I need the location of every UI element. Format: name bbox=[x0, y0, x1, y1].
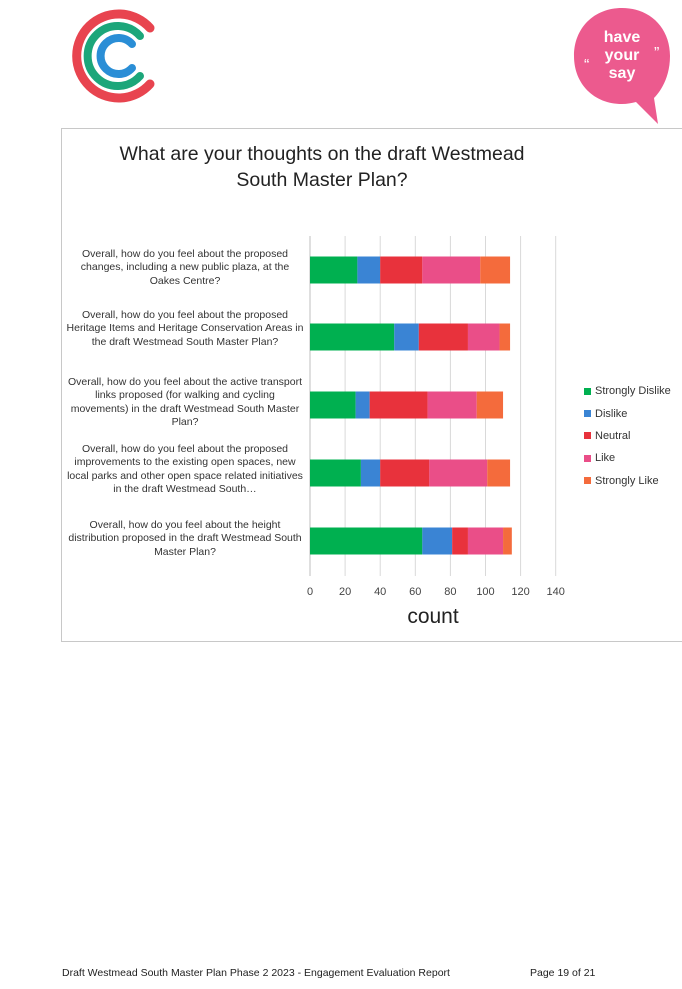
bar-segment bbox=[394, 324, 419, 351]
legend-label: Strongly Like bbox=[595, 474, 659, 487]
legend-label: Like bbox=[595, 452, 616, 465]
legend-swatch bbox=[584, 477, 591, 484]
bar-segment bbox=[380, 460, 429, 487]
x-tick-label: 120 bbox=[511, 586, 530, 598]
legend-swatch bbox=[584, 455, 591, 462]
bar-segment bbox=[357, 257, 380, 284]
bar-segment bbox=[419, 324, 468, 351]
bar-segment bbox=[428, 392, 477, 419]
footer-report-title: Draft Westmead South Master Plan Phase 2 2023 - Engagement Evaluation Report bbox=[62, 967, 450, 979]
bar-segment bbox=[480, 257, 510, 284]
svg-text:”: ” bbox=[654, 45, 660, 62]
legend-item bbox=[584, 447, 671, 469]
category-label: Overall, how do you feel about the proposed Heritage Items and Heritage Conservation Areas in the draft Westmead South Master Plan? bbox=[66, 309, 304, 348]
legend-label: Strongly Dislike bbox=[595, 385, 671, 398]
x-tick-label: 100 bbox=[476, 586, 495, 598]
bar-segment bbox=[468, 528, 503, 555]
x-tick-label: 60 bbox=[409, 586, 422, 598]
chart-legend bbox=[584, 380, 671, 492]
legend-item bbox=[584, 380, 671, 402]
x-tick-label: 80 bbox=[444, 586, 457, 598]
bar-segment bbox=[380, 257, 422, 284]
bar-segment bbox=[310, 528, 422, 555]
chart-title-line-1: What are your thoughts on the draft Westmead bbox=[119, 143, 525, 165]
category-label: Overall, how do you feel about the proposed changes, including a new public plaza, at the Oakes Centre? bbox=[80, 248, 290, 287]
have-your-say-word-3: say bbox=[608, 65, 636, 82]
have-your-say-word-1: have bbox=[603, 29, 641, 46]
bar-segment bbox=[422, 257, 480, 284]
chart-title-line-2: South Master Plan? bbox=[236, 169, 408, 191]
svg-text:“: “ bbox=[584, 57, 590, 74]
bar-segment bbox=[310, 324, 394, 351]
category-label: Overall, how do you feel about the height distribution proposed in the draft Westmead South Master Plan? bbox=[68, 519, 302, 558]
x-axis-label: count bbox=[407, 605, 459, 628]
legend-item bbox=[584, 402, 671, 424]
bar-segment bbox=[429, 460, 487, 487]
bar-segment bbox=[310, 460, 361, 487]
bar-segment bbox=[310, 257, 357, 284]
bar-segment bbox=[361, 460, 380, 487]
legend-swatch bbox=[584, 410, 591, 417]
bar-segment bbox=[422, 528, 452, 555]
bar-segment bbox=[310, 392, 356, 419]
legend-swatch bbox=[584, 388, 591, 395]
legend-swatch bbox=[584, 432, 591, 439]
bar-segment bbox=[503, 528, 512, 555]
category-label: Overall, how do you feel about the proposed improvements to the existing open spaces, new local parks and other open space related initiatives in the draft Westmead South… bbox=[67, 443, 303, 495]
legend-item bbox=[584, 425, 671, 447]
legend-label: Dislike bbox=[595, 407, 628, 420]
x-tick-label: 0 bbox=[306, 586, 314, 598]
bar-segment bbox=[468, 324, 500, 351]
bar-segment bbox=[487, 460, 510, 487]
bar-segment bbox=[500, 324, 511, 351]
x-tick-label: 40 bbox=[374, 586, 387, 598]
legend-item bbox=[584, 470, 671, 492]
legend-label: Neutral bbox=[595, 429, 631, 442]
bar-segment bbox=[477, 392, 503, 419]
x-tick-label: 20 bbox=[338, 586, 352, 598]
category-label: Overall, how do you feel about the active transport links proposed (for walking and cycling movements) in the draft Westmead South Master Plan? bbox=[67, 376, 303, 428]
bar-segment bbox=[452, 528, 468, 555]
have-your-say-word-2: your bbox=[604, 47, 640, 64]
bar-segment bbox=[370, 392, 428, 419]
bar-segment bbox=[356, 392, 370, 419]
x-tick-label: 140 bbox=[546, 586, 565, 598]
footer-page-number: Page 19 of 21 bbox=[530, 967, 596, 979]
